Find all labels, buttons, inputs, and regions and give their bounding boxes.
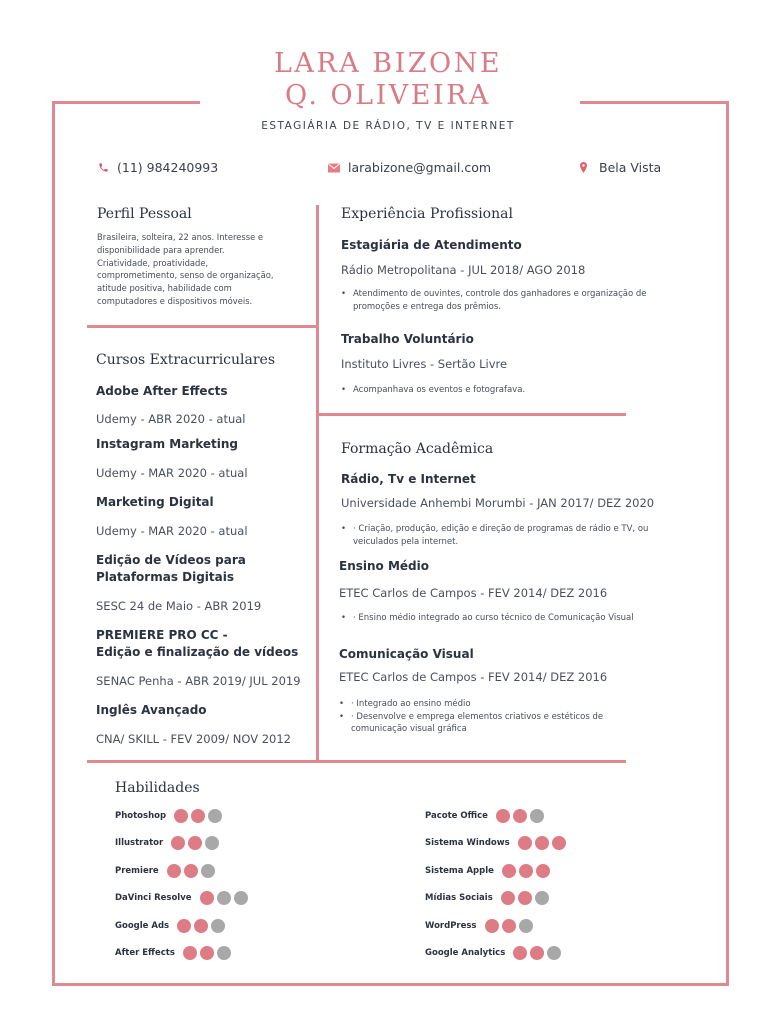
profile-text — [97, 231, 312, 308]
profile-heading: Perfil Pessoal — [97, 206, 192, 222]
candidate-name — [0, 48, 776, 112]
education-detail: Universidade Anhembi Morumbi - JAN 2017/ DEZ 2020 — [341, 496, 655, 510]
rating-dot-empty — [211, 919, 225, 933]
phone-icon — [98, 162, 109, 173]
contact-location — [580, 160, 661, 175]
skill-name: Sistema Windows — [425, 838, 510, 849]
rating-dot-filled — [167, 864, 181, 878]
job-detail: Instituto Livres - Sertão Livre — [341, 357, 508, 371]
rating-dot-filled — [535, 836, 549, 850]
skill-name: DaVinci Resolve — [115, 893, 192, 904]
course-detail: Udemy - MAR 2020 - atual — [96, 524, 248, 538]
course-detail: SENAC Penha - ABR 2019/ JUL 2019 — [96, 674, 301, 688]
skill-row — [115, 891, 248, 905]
skill-name: Premiere — [115, 865, 159, 876]
skill-row — [425, 864, 550, 878]
divider-experience — [316, 413, 626, 416]
divider-education — [87, 760, 626, 763]
course-title: Marketing Digital — [96, 495, 214, 509]
skill-rating — [485, 919, 533, 933]
experience-heading: Experiência Profissional — [341, 206, 513, 222]
skill-row — [115, 809, 222, 823]
skill-rating — [496, 809, 544, 823]
profile-line: Brasileira, solteira, 22 anos. Interesse e — [97, 232, 264, 242]
job-subtitle: ESTAGIÁRIA DE RÁDIO, TV E INTERNET — [261, 120, 515, 132]
rating-dot-filled — [171, 836, 185, 850]
rating-dot-filled — [502, 919, 516, 933]
rating-dot-filled — [513, 809, 527, 823]
skill-rating — [171, 836, 219, 850]
course-title-line: Edição e finalização de vídeos — [96, 645, 299, 659]
rating-dot-filled — [518, 836, 532, 850]
course-title: Inglês Avançado — [96, 703, 207, 717]
skill-rating — [502, 864, 550, 878]
skill-name: Mídias Sociais — [425, 893, 493, 904]
rating-dot-empty — [205, 836, 219, 850]
profile-line: atitude positiva, habilidade com — [97, 283, 232, 294]
skill-rating — [183, 946, 231, 960]
phone-text[interactable]: (11) 984240993 — [117, 160, 219, 175]
skill-rating — [513, 946, 561, 960]
skill-row — [425, 891, 549, 905]
rating-dot-filled — [174, 809, 188, 823]
job-bullets — [339, 288, 684, 313]
rating-dot-empty — [519, 919, 533, 933]
course-title: Instagram Marketing — [96, 437, 239, 451]
skill-name: Sistema Apple — [425, 865, 494, 876]
education-title: Comunicação Visual — [339, 647, 474, 661]
rating-dot-filled — [536, 864, 550, 878]
rating-dot-filled — [200, 946, 214, 960]
contact-email — [328, 160, 491, 175]
rating-dot-filled — [502, 864, 516, 878]
course-title-line: PREMIERE PRO CC - — [96, 628, 228, 642]
skill-rating — [518, 836, 566, 850]
education-heading: Formação Acadêmica — [341, 441, 494, 457]
skill-row — [115, 836, 219, 850]
skill-rating — [174, 809, 222, 823]
education-bullets — [339, 612, 684, 625]
rating-dot-filled — [191, 809, 205, 823]
courses-heading: Cursos Extracurriculares — [96, 352, 276, 368]
skill-name: WordPress — [425, 920, 477, 931]
job-title: Trabalho Voluntário — [341, 332, 474, 346]
skill-rating — [200, 891, 248, 905]
rating-dot-filled — [496, 809, 510, 823]
bullet-item: • · Integrado ao ensino médio — [337, 698, 637, 711]
rating-dot-filled — [552, 836, 566, 850]
skill-row — [115, 946, 231, 960]
skill-name: Google Ads — [115, 920, 170, 931]
skill-name: Photoshop — [115, 811, 167, 821]
course-detail: SESC 24 de Maio - ABR 2019 — [96, 599, 262, 613]
rating-dot-filled — [513, 946, 527, 960]
email-text[interactable]: larabizone@gmail.com — [348, 160, 492, 175]
divider-vertical — [316, 205, 319, 763]
education-detail: ETEC Carlos de Campos - FEV 2014/ DEZ 2016 — [339, 670, 608, 684]
rating-dot-filled — [183, 946, 197, 960]
profile-line: comprometimento, senso de organização, — [97, 270, 274, 281]
email-icon — [328, 163, 340, 173]
skill-rating — [177, 919, 225, 933]
course-title: Adobe After Effects — [96, 384, 228, 398]
bullet-item: • Atendimento de ouvintes, controle dos ganhadores e organização de promoções e entrega dos prêmios. — [339, 288, 684, 313]
education-detail: ETEC Carlos de Campos - FEV 2014/ DEZ 2016 — [339, 586, 608, 600]
rating-dot-filled — [518, 891, 532, 905]
skill-rating — [167, 864, 215, 878]
rating-dot-empty — [201, 864, 215, 878]
skill-name: Illustrator — [115, 838, 164, 849]
skill-rating — [501, 891, 549, 905]
course-detail: Udemy - MAR 2020 - atual — [96, 466, 248, 480]
location-text: Bela Vista — [599, 160, 662, 175]
rating-dot-filled — [501, 891, 515, 905]
skill-row — [425, 946, 561, 960]
rating-dot-filled — [200, 891, 214, 905]
rating-dot-filled — [177, 919, 191, 933]
contact-phone — [98, 160, 218, 175]
skill-name: Pacote Office — [425, 811, 488, 821]
name-line-1: LARA BIZONE — [273, 48, 503, 79]
skill-name: After Effects — [115, 948, 175, 958]
rating-dot-empty — [208, 809, 222, 823]
skill-row — [115, 919, 225, 933]
skill-row — [425, 919, 533, 933]
job-title: Estagiária de Atendimento — [341, 238, 522, 252]
bullet-item: • · Criação, produção, edição e direção de programas de rádio e TV, ou veiculados pela internet. — [339, 523, 684, 548]
course-title — [96, 552, 246, 586]
rating-dot-filled — [485, 919, 499, 933]
skill-name: Google Analytics — [425, 948, 506, 958]
skill-row — [425, 809, 544, 823]
bullet-item: • · Desenvolve e emprega elementos criativos e estéticos de comunicação visual gráfica — [337, 711, 637, 736]
course-detail: CNA/ SKILL - FEV 2009/ NOV 2012 — [96, 732, 291, 746]
profile-line: Criatividade, proatividade, — [97, 257, 209, 268]
rating-dot-empty — [547, 946, 561, 960]
bullet-item: • · Ensino médio integrado ao curso técnico de Comunicação Visual — [339, 612, 684, 625]
skill-row — [425, 836, 566, 850]
rating-dot-empty — [217, 891, 231, 905]
course-detail: Udemy - ABR 2020 - atual — [96, 412, 246, 426]
frame-left — [52, 101, 55, 986]
rating-dot-empty — [217, 946, 231, 960]
rating-dot-empty — [234, 891, 248, 905]
rating-dot-filled — [194, 919, 208, 933]
education-bullets — [339, 523, 684, 548]
location-pin-icon — [580, 162, 587, 173]
education-title: Rádio, Tv e Internet — [341, 472, 476, 486]
course-title-line: Plataformas Digitais — [96, 570, 235, 584]
rating-dot-empty — [530, 809, 544, 823]
frame-bottom — [52, 983, 729, 986]
frame-right — [726, 101, 729, 986]
divider-profile — [87, 325, 318, 328]
rating-dot-filled — [519, 864, 533, 878]
name-line-2: Q. OLIVEIRA — [285, 80, 491, 111]
profile-line: disponibilidade para aprender. — [97, 244, 225, 255]
bullet-item: • Acompanhava os eventos e fotografava. — [339, 384, 684, 397]
rating-dot-empty — [535, 891, 549, 905]
course-title — [96, 627, 298, 661]
rating-dot-filled — [184, 864, 198, 878]
job-bullets — [339, 384, 684, 397]
rating-dot-filled — [188, 836, 202, 850]
job-detail: Rádio Metropolitana - JUL 2018/ AGO 2018 — [341, 263, 586, 277]
education-bullets — [337, 698, 637, 736]
education-title: Ensino Médio — [339, 559, 429, 573]
skills-heading: Habilidades — [115, 780, 200, 796]
course-title-line: Edição de Vídeos para — [96, 553, 246, 567]
skill-row — [115, 864, 215, 878]
rating-dot-filled — [530, 946, 544, 960]
profile-line: computadores e dispositivos móveis. — [97, 295, 253, 306]
